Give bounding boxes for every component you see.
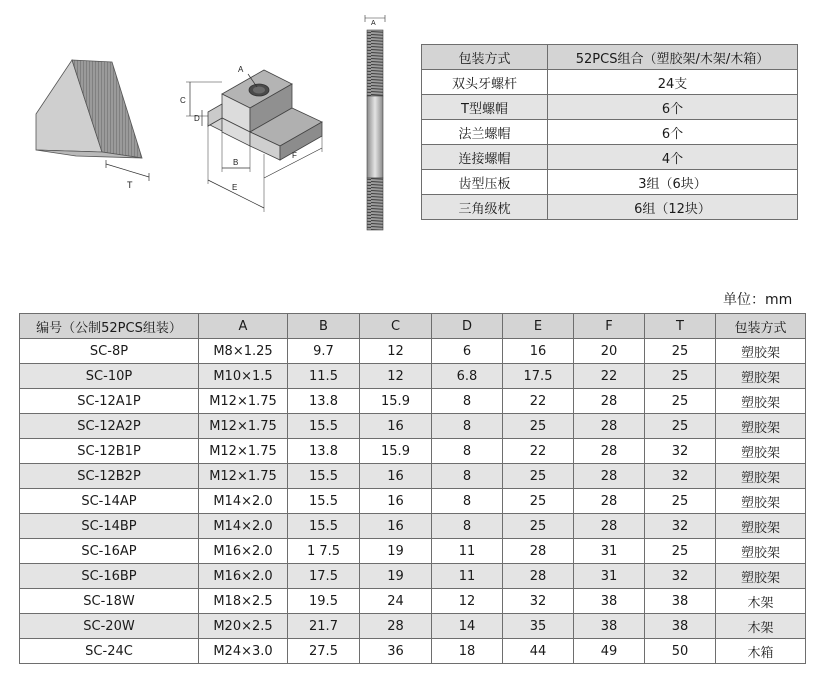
- spec-table: [19, 313, 806, 664]
- package-cell: 24支: [548, 70, 798, 95]
- dim-label-c: C: [180, 96, 186, 105]
- spec-cell: M24×3.0: [199, 639, 288, 664]
- t-nut-drawing: [172, 54, 338, 216]
- spec-cell: 28: [574, 389, 645, 414]
- spec-row: [20, 589, 806, 614]
- spec-cell: M12×1.75: [199, 464, 288, 489]
- spec-row: [20, 514, 806, 539]
- spec-cell: 36: [360, 639, 432, 664]
- spec-cell: 25: [645, 489, 716, 514]
- spec-cell: 25: [645, 364, 716, 389]
- spec-row: [20, 614, 806, 639]
- spec-cell: 塑胶架: [716, 439, 806, 464]
- spec-cell: 塑胶架: [716, 364, 806, 389]
- spec-cell: 11: [432, 539, 503, 564]
- spec-cell: 16: [360, 514, 432, 539]
- spec-cell: 8: [432, 389, 503, 414]
- package-header-cell: 包装方式: [422, 45, 548, 70]
- spec-cell: 木箱: [716, 639, 806, 664]
- spec-cell: 19: [360, 564, 432, 589]
- package-cell: 连接螺帽: [422, 145, 548, 170]
- spec-cell: SC-8P: [20, 339, 199, 364]
- spec-cell: SC-10P: [20, 364, 199, 389]
- spec-cell: 15.5: [288, 464, 360, 489]
- spec-cell: 19.5: [288, 589, 360, 614]
- spec-cell: 32: [645, 439, 716, 464]
- spec-cell: 25: [645, 414, 716, 439]
- dim-label-f: F: [292, 151, 297, 160]
- spec-cell: 17.5: [288, 564, 360, 589]
- spec-cell: 12: [360, 339, 432, 364]
- package-row: [422, 120, 798, 145]
- spec-cell: 塑胶架: [716, 339, 806, 364]
- spec-cell: 25: [645, 539, 716, 564]
- spec-row: [20, 389, 806, 414]
- spec-header-cell: C: [360, 314, 432, 339]
- spec-cell: 22: [503, 439, 574, 464]
- package-cell: 法兰螺帽: [422, 120, 548, 145]
- spec-cell: 15.5: [288, 414, 360, 439]
- unit-label: 单位：mm: [723, 292, 793, 308]
- spec-cell: 27.5: [288, 639, 360, 664]
- spec-header-cell: E: [503, 314, 574, 339]
- package-cell: 3组（6块）: [548, 170, 798, 195]
- spec-cell: 28: [503, 564, 574, 589]
- spec-cell: 16: [360, 414, 432, 439]
- spec-cell: 木架: [716, 589, 806, 614]
- spec-cell: 17.5: [503, 364, 574, 389]
- package-row: [422, 170, 798, 195]
- spec-cell: M12×1.75: [199, 389, 288, 414]
- spec-cell: M16×2.0: [199, 564, 288, 589]
- spec-cell: M12×1.75: [199, 414, 288, 439]
- spec-cell: 44: [503, 639, 574, 664]
- spec-cell: 35: [503, 614, 574, 639]
- spec-cell: SC-12A1P: [20, 389, 199, 414]
- spec-cell: M10×1.5: [199, 364, 288, 389]
- spec-cell: 32: [503, 589, 574, 614]
- spec-cell: 22: [574, 364, 645, 389]
- spec-cell: M12×1.75: [199, 439, 288, 464]
- spec-cell: 11: [432, 564, 503, 589]
- spec-cell: SC-14AP: [20, 489, 199, 514]
- spec-cell: SC-14BP: [20, 514, 199, 539]
- spec-cell: 16: [360, 489, 432, 514]
- spec-cell: SC-24C: [20, 639, 199, 664]
- spec-cell: 28: [360, 614, 432, 639]
- spec-cell: SC-18W: [20, 589, 199, 614]
- spec-cell: 38: [645, 614, 716, 639]
- spec-header-cell: B: [288, 314, 360, 339]
- spec-header-cell: 编号（公制52PCS组装）: [20, 314, 199, 339]
- spec-cell: 15.9: [360, 439, 432, 464]
- spec-cell: 16: [503, 339, 574, 364]
- spec-cell: 塑胶架: [716, 489, 806, 514]
- spec-cell: 13.8: [288, 389, 360, 414]
- spec-cell: 16: [360, 464, 432, 489]
- package-cell: 6组（12块）: [548, 195, 798, 220]
- spec-cell: 25: [503, 464, 574, 489]
- package-table: [421, 44, 798, 220]
- step-block-drawing: [14, 52, 164, 212]
- spec-row: [20, 564, 806, 589]
- spec-cell: M18×2.5: [199, 589, 288, 614]
- spec-cell: 8: [432, 414, 503, 439]
- spec-cell: SC-20W: [20, 614, 199, 639]
- spec-cell: 6.8: [432, 364, 503, 389]
- spec-row: [20, 539, 806, 564]
- package-cell: 双头牙螺杆: [422, 70, 548, 95]
- spec-cell: 38: [645, 589, 716, 614]
- spec-cell: SC-16AP: [20, 539, 199, 564]
- spec-cell: 8: [432, 439, 503, 464]
- spec-cell: 28: [503, 539, 574, 564]
- dim-label-b: B: [233, 158, 239, 167]
- spec-cell: 12: [360, 364, 432, 389]
- spec-cell: 木架: [716, 614, 806, 639]
- spec-cell: M20×2.5: [199, 614, 288, 639]
- spec-cell: 14: [432, 614, 503, 639]
- package-row: [422, 70, 798, 95]
- spec-cell: 8: [432, 464, 503, 489]
- spec-cell: 塑胶架: [716, 564, 806, 589]
- spec-cell: 18: [432, 639, 503, 664]
- spec-cell: 21.7: [288, 614, 360, 639]
- spec-cell: SC-12B2P: [20, 464, 199, 489]
- spec-header-cell: A: [199, 314, 288, 339]
- dim-label-d: D: [194, 114, 200, 123]
- dim-label-a: A: [238, 65, 244, 74]
- spec-cell: 15.9: [360, 389, 432, 414]
- spec-cell: 49: [574, 639, 645, 664]
- dim-label-t: T: [127, 180, 133, 190]
- package-header-cell: 52PCS组合（塑胶架/木架/木箱）: [548, 45, 798, 70]
- spec-cell: 25: [503, 414, 574, 439]
- spec-cell: 15.5: [288, 514, 360, 539]
- spec-cell: 19: [360, 539, 432, 564]
- spec-cell: 28: [574, 439, 645, 464]
- spec-row: [20, 489, 806, 514]
- package-row: [422, 95, 798, 120]
- spec-cell: SC-12B1P: [20, 439, 199, 464]
- spec-cell: 38: [574, 589, 645, 614]
- spec-cell: 塑胶架: [716, 464, 806, 489]
- spec-cell: 15.5: [288, 489, 360, 514]
- spec-cell: 塑胶架: [716, 539, 806, 564]
- package-cell: 6个: [548, 120, 798, 145]
- spec-cell: 8: [432, 514, 503, 539]
- spec-cell: 32: [645, 464, 716, 489]
- package-cell: 6个: [548, 95, 798, 120]
- spec-cell: 31: [574, 564, 645, 589]
- spec-cell: SC-16BP: [20, 564, 199, 589]
- package-table-header: [422, 45, 798, 70]
- spec-row: [20, 364, 806, 389]
- spec-row: [20, 464, 806, 489]
- spec-cell: 11.5: [288, 364, 360, 389]
- dim-label-e: E: [232, 183, 238, 192]
- spec-header-cell: F: [574, 314, 645, 339]
- spec-cell: 28: [574, 414, 645, 439]
- spec-cell: 31: [574, 539, 645, 564]
- spec-cell: 塑胶架: [716, 514, 806, 539]
- spec-cell: 8: [432, 489, 503, 514]
- stud-drawing: [355, 12, 395, 232]
- spec-cell: 22: [503, 389, 574, 414]
- spec-cell: M14×2.0: [199, 489, 288, 514]
- spec-cell: 9.7: [288, 339, 360, 364]
- spec-header-cell: T: [645, 314, 716, 339]
- package-cell: T型螺帽: [422, 95, 548, 120]
- spec-cell: 25: [503, 489, 574, 514]
- spec-cell: 28: [574, 464, 645, 489]
- spec-cell: 12: [432, 589, 503, 614]
- spec-table-header: [20, 314, 806, 339]
- spec-row: [20, 639, 806, 664]
- spec-cell: 24: [360, 589, 432, 614]
- spec-cell: 塑胶架: [716, 389, 806, 414]
- spec-cell: 32: [645, 564, 716, 589]
- spec-cell: 6: [432, 339, 503, 364]
- spec-cell: 32: [645, 514, 716, 539]
- spec-cell: M16×2.0: [199, 539, 288, 564]
- spec-cell: 1 7.5: [288, 539, 360, 564]
- spec-cell: 13.8: [288, 439, 360, 464]
- spec-header-cell: 包装方式: [716, 314, 806, 339]
- dim-label-stud-a: A: [371, 20, 376, 27]
- spec-cell: M14×2.0: [199, 514, 288, 539]
- spec-header-cell: D: [432, 314, 503, 339]
- package-row: [422, 195, 798, 220]
- spec-cell: 50: [645, 639, 716, 664]
- spec-cell: 25: [645, 339, 716, 364]
- spec-cell: 塑胶架: [716, 414, 806, 439]
- spec-row: [20, 414, 806, 439]
- spec-cell: 28: [574, 514, 645, 539]
- spec-cell: 38: [574, 614, 645, 639]
- spec-cell: SC-12A2P: [20, 414, 199, 439]
- spec-cell: 20: [574, 339, 645, 364]
- package-cell: 4个: [548, 145, 798, 170]
- spec-cell: 25: [503, 514, 574, 539]
- spec-cell: 28: [574, 489, 645, 514]
- spec-cell: M8×1.25: [199, 339, 288, 364]
- spec-row: [20, 439, 806, 464]
- package-row: [422, 145, 798, 170]
- package-cell: 齿型压板: [422, 170, 548, 195]
- spec-row: [20, 339, 806, 364]
- package-cell: 三角级枕: [422, 195, 548, 220]
- spec-cell: 25: [645, 389, 716, 414]
